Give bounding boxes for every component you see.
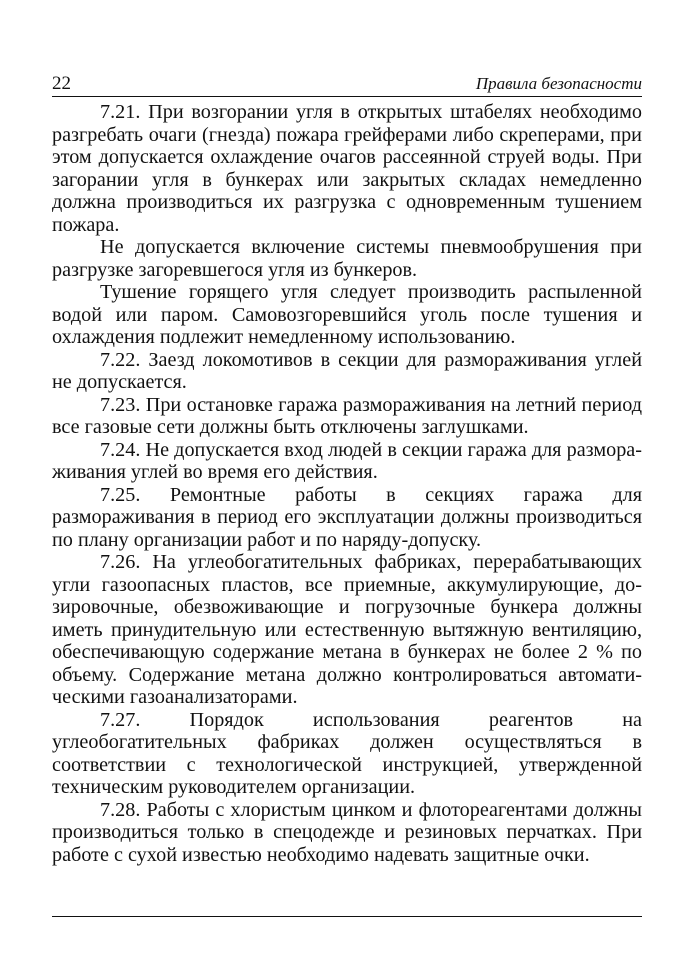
paragraph-7-26: 7.26. На углеобогатительных фабриках, перерабатывающих угли газоопасных пластов, все приемные, аккумулирующие, дозировочные, обезвоживающие и погрузочные бункера должны иметь принудительную или естественную вытяжную вентиляцию, обеспечивающую содержание метана в бункерах не более 2 % по объему. Содержание метана должно контролироваться автоматическими газоанализаторами. xyxy=(52,551,642,708)
page-number: 22 xyxy=(52,73,71,94)
paragraph-7-24: 7.24. Не допускается вход людей в секции гаража для размораживания углей во время его действия. xyxy=(52,438,642,483)
running-title: Правила безопасности xyxy=(475,74,642,93)
paragraph-extinguishing: Тушение горящего угля следует производить распыленной водой или паром. Самовозгоревшийся уголь после тушения и охлаждения подлежит немедленному использованию. xyxy=(52,281,642,348)
paragraph-pneumo-collapse: Не допускается включение системы пневмообрушения при разгрузке загоревшегося угля из бункеров. xyxy=(52,236,642,281)
paragraph-7-27: 7.27. Порядок использования реагентов на углеобогатительных фабриках должен осуществляться в соответствии с технологической инструкцией, утвержденной техническим руководителем организации. xyxy=(52,708,642,798)
document-page xyxy=(52,72,642,866)
footer-rule xyxy=(52,916,642,917)
paragraph-7-21: 7.21. При возгорании угля в открытых штабелях необходимо разгребать очаги (гнезда) пожара грейферами либо скреперами, при этом допускается охлаждение очагов рассеянной струей воды. При загорании угля в бункерах или закрытых складах немедленно должна производиться их разгрузка с одновременным тушением пожара. xyxy=(52,101,642,236)
paragraph-7-23: 7.23. При остановке гаража размораживания на летний период все газовые сети должны быть отключены заглушками. xyxy=(52,393,642,438)
body-text xyxy=(52,101,642,866)
paragraph-7-25: 7.25. Ремонтные работы в секциях гаража для размораживания в период его эксплуатации должны производиться по плану организации работ и по наряду-допуску. xyxy=(52,483,642,551)
paragraph-7-28: 7.28. Работы с хлористым цинком и флотореагентами должны производиться только в спецодежде и резиновых перчатках. При работе с сухой известью необходимо надевать защитные очки. xyxy=(52,798,642,866)
page-header xyxy=(52,72,642,97)
paragraph-7-22: 7.22. Заезд локомотивов в секции для размораживания углей не допускается. xyxy=(52,348,642,393)
